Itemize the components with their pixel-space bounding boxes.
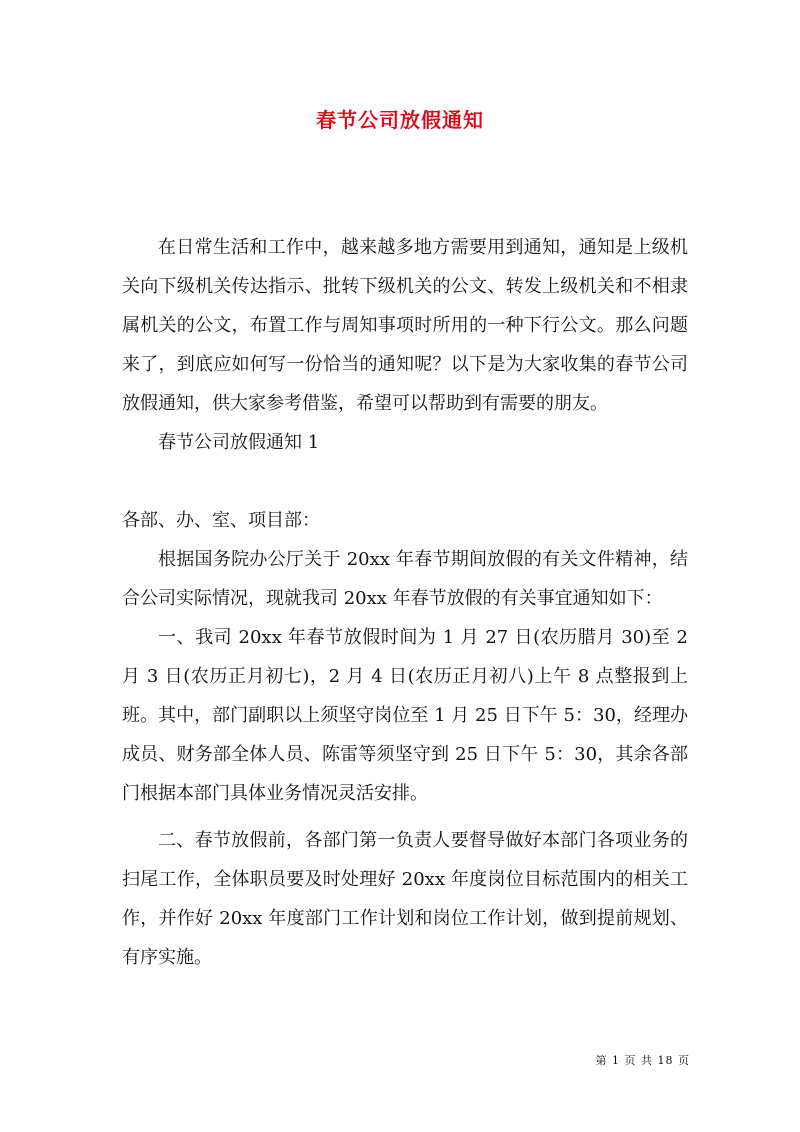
- paragraph-preparation: 二、春节放假前，各部门第一负责人要督导做好本部门各项业务的扫尾工作，全体职员要及时处理好 20xx 年度岗位目标范围内的相关工作，并作好 20xx 年度部门工作计划和岗位工作计划，做到提前规划、有序实施。: [122, 830, 688, 968]
- salutation: 各部、办、室、项目部：: [122, 510, 320, 531]
- intro-paragraph: 在日常生活和工作中，越来越多地方需要用到通知，通知是上级机关向下级机关传达指示、批转下级机关的公文、转发上级机关和不相隶属机关的公文，布置工作与周知事项时所用的一种下行公文。那么问题来了，到底应如何写一份恰当的通知呢？以下是为大家收集的春节公司放假通知，供大家参考借鉴，希望可以帮助到有需要的朋友。: [122, 237, 688, 414]
- paragraph-holiday-time: 一、我司 20xx 年春节放假时间为 1 月 27 日(农历腊月 30)至 2 月 3 日(农历正月初七)，2 月 4 日(农历正月初八)上午 8 点整报到上班。其中，部门副职以上须坚守岗位至 1 月 25 日下午 5：30，经理办成员、财务部全体人员、陈雷等须坚守到 25 日下午 5：30，其余各部门根据本部门具体业务情况灵活安排。: [122, 627, 688, 804]
- notice-subtitle: 春节公司放假通知 1: [158, 432, 320, 453]
- blank-line: [122, 462, 688, 501]
- paragraph-basis: 根据国务院办公厅关于 20xx 年春节期间放假的有关文件精神，结合公司实际情况，现就我司 20xx 年春节放假的有关事宜通知如下：: [122, 549, 688, 609]
- document-body: [122, 228, 688, 977]
- page-number: 第 1 页 共 18 页: [595, 1054, 690, 1067]
- document-title: 春节公司放假通知: [316, 108, 484, 132]
